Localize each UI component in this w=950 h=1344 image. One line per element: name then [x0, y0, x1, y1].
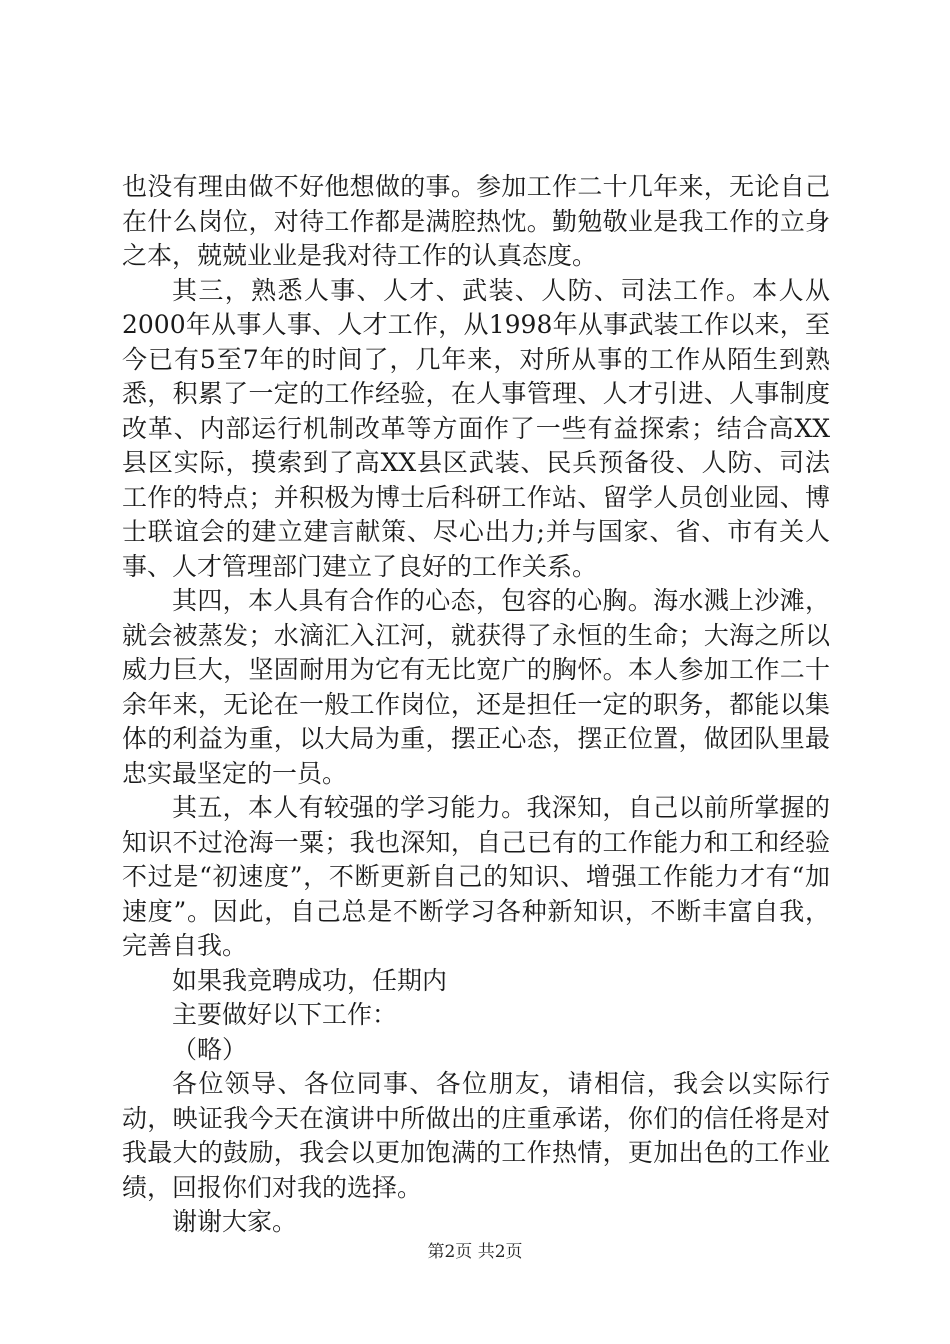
paragraph-thanks: 谢谢大家。 [172, 1207, 298, 1236]
paragraph-continuation: 也没有理由做不好他想做的事。参加工作二十几年来，无论自己在什么岗位，对待工作都是满腔热忱。勤勉敬业是我工作的立身之本，兢兢业业是我对待工作的认真态度。 [122, 172, 830, 270]
page-number-footer: 第2页 共2页 [427, 1242, 523, 1262]
paragraph-point-five: 其五，本人有较强的学习能力。我深知，自己以前所掌握的知识不过沧海一粟；我也深知，自己已有的工作能力和工和经验不过是“初速度”，不断更新自己的知识、增强工作能力才有“加速度”。因此，自己总是不断学习各种新知识，不断丰富自我，完善自我。 [122, 793, 830, 960]
paragraph-if-successful: 如果我竞聘成功，任期内 [172, 965, 448, 995]
paragraph-closing-appeal: 各位领导、各位同事、各位朋友，请相信，我会以实际行动，映证我今天在演讲中所做出的庄重承诺，你们的信任将是对我最大的鼓励，我会以更加饱满的工作热情，更加出色的工作业绩，回报你们对我的选择。 [122, 1069, 830, 1202]
paragraph-point-four: 其四，本人具有合作的心态，包容的心胸。海水溅上沙滩，就会被蒸发；水滴汇入江河，就获得了永恒的生命；大海之所以威力巨大，坚固耐用为它有无比宽广的胸怀。本人参加工作二十余年来，无论在一般工作岗位，还是担任一定的职务，都能以集体的利益为重，以大局为重，摆正心态，摆正位置，做团队里最忠实最坚定的一员。 [122, 586, 830, 788]
paragraph-point-three: 其三，熟悉人事、人才、武装、人防、司法工作。本人从2000年从事人事、人才工作，从1998年从事武装工作以来，至今已有5至7年的时间了，几年来，对所从事的工作从陌生到熟悉，积累了一定的工作经验，在人事管理、人才引进、人事制度改革、内部运行机制改革等方面作了一些有益探索；结合高XX县区实际，摸索到了高XX县区武装、民兵预备役、人防、司法工作的特点；并积极为博士后科研工作站、留学人员创业园、博士联谊会的建立建言献策、尽心出力;并与国家、省、市有关人事、人才管理部门建立了良好的工作关系。 [122, 275, 830, 581]
paragraph-main-work: 主要做好以下工作： [172, 1000, 398, 1029]
document-body [122, 170, 830, 1240]
paragraph-omitted: （略） [172, 1034, 248, 1064]
